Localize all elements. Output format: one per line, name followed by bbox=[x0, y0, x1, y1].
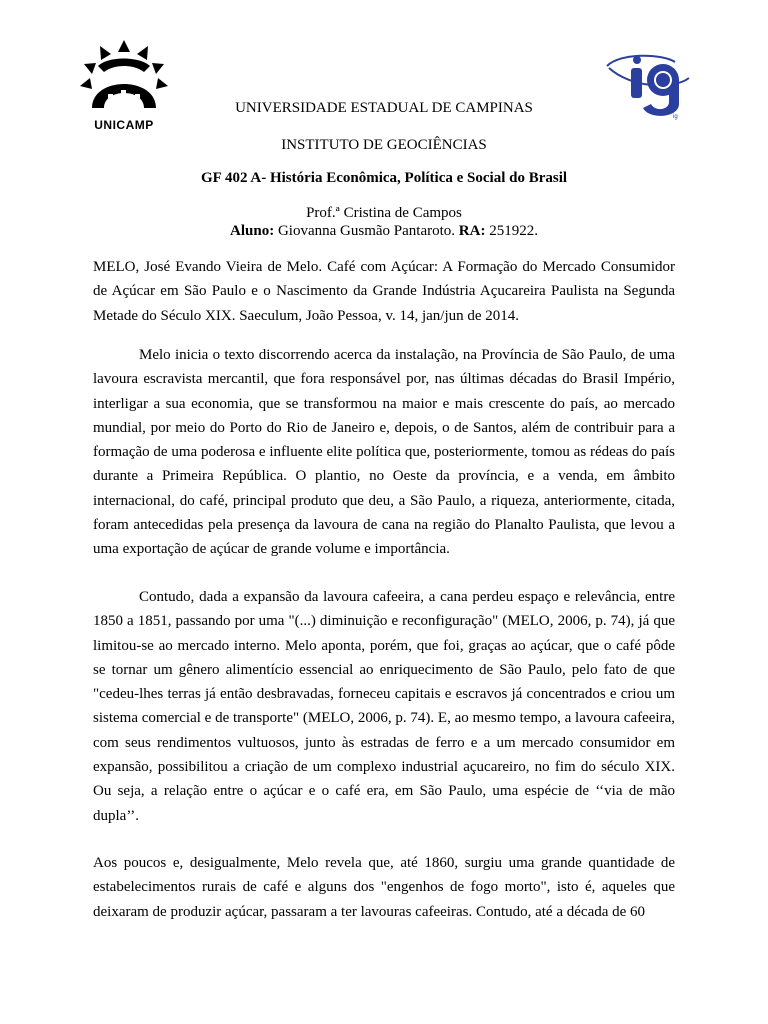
body-paragraph: Melo inicia o texto discorrendo acerca da instalação, na Província de São Paulo, de uma lavoura escravista mercantil, que fora responsável por, nas últimas décadas do Brasil Império, interligar a sua economia, que se transformou na maior e mais crescente do país, ao mercado mundial, por meio do Porto do Rio de Janeiro e, depois, o de Santos, além de contribuir para a formação de uma poderosa e influente elite política que, posteriormente, tomou as rédeas do país durante a Primeira República. O plantio, no Oeste da província, e a venda, em âmbito internacional, do café, principal produto que deu, a São Paulo, a riqueza, anteriormente, citada, foram antecedidas pela presença da lavoura de cana na região do Planalto Paulista, que levou a uma exportação de açúcar de grande volume e importância. bbox=[93, 347, 675, 558]
unicamp-logo bbox=[78, 38, 170, 134]
professor-name: Prof.ª Cristina de Campos bbox=[306, 205, 462, 221]
bibliographic-reference: MELO, José Evando Vieira de Melo. Café com Açúcar: A Formação do Mercado Consumidor de Açúcar em São Paulo e o Nascimento da Grande Indústria Açucareira Paulista na Segunda Metade do Século XIX. Saeculum, João Pessoa, v. 14, jan/jun de 2014. bbox=[93, 259, 675, 324]
student-label: Aluno: bbox=[230, 223, 275, 239]
university-name: UNIVERSIDADE ESTADUAL DE CAMPINAS bbox=[235, 100, 533, 116]
course-title: GF 402 A- História Econômica, Política e Social do Brasil bbox=[200, 170, 568, 186]
body-paragraph: Contudo, dada a expansão da lavoura cafeeira, a cana perdeu espaço e relevância, entre 1850 a 1851, passando por uma "(...) diminuição e reconfiguração" (MELO, 2006, p. 74), já que limitou-se ao mercado interno. Melo aponta, porém, que foi, graças ao açúcar, que o café pôde se tornar um gênero alimentício essencial ao enriquecimento de São Paulo, pelo fato de que "cedeu-lhes terras já então desbravadas, forneceu capitais e escravos já concentrados e criou um sistema comercial e de transporte" (MELO, 2006, p. 74). E, ao mesmo tempo, a lavoura cafeeira, com seus rendimentos vultuosos, junto às estradas de ferro e a um mercado consumidor em expansão, possibilitou a criação de um complexo industrial açucareiro, no fim do século XIX. Ou seja, a relação entre o açúcar e o café era, em São Paulo, uma espécie de ‘‘via de mão dupla’’. bbox=[93, 589, 675, 824]
ig-logo-text: ig bbox=[673, 114, 678, 120]
ra-value: 251922. bbox=[485, 223, 538, 239]
student-name: Giovanna Gusmão Pantaroto. bbox=[274, 223, 459, 239]
ra-label: RA: bbox=[458, 223, 486, 239]
student-line bbox=[93, 222, 675, 240]
unicamp-wordmark: UNICAMP bbox=[94, 118, 154, 132]
body-paragraph: Aos poucos e, desigualmente, Melo revela que, até 1860, surgiu uma grande quantidade de estabelecimentos rurais de café e alguns dos "engenhos de fogo morto", isto é, aqueles que deixaram de produzir açúcar, passaram a ter lavouras cafeeiras. Contudo, até a década de 60 bbox=[93, 855, 675, 920]
institute-name: INSTITUTO DE GEOCIÊNCIAS bbox=[281, 137, 487, 153]
